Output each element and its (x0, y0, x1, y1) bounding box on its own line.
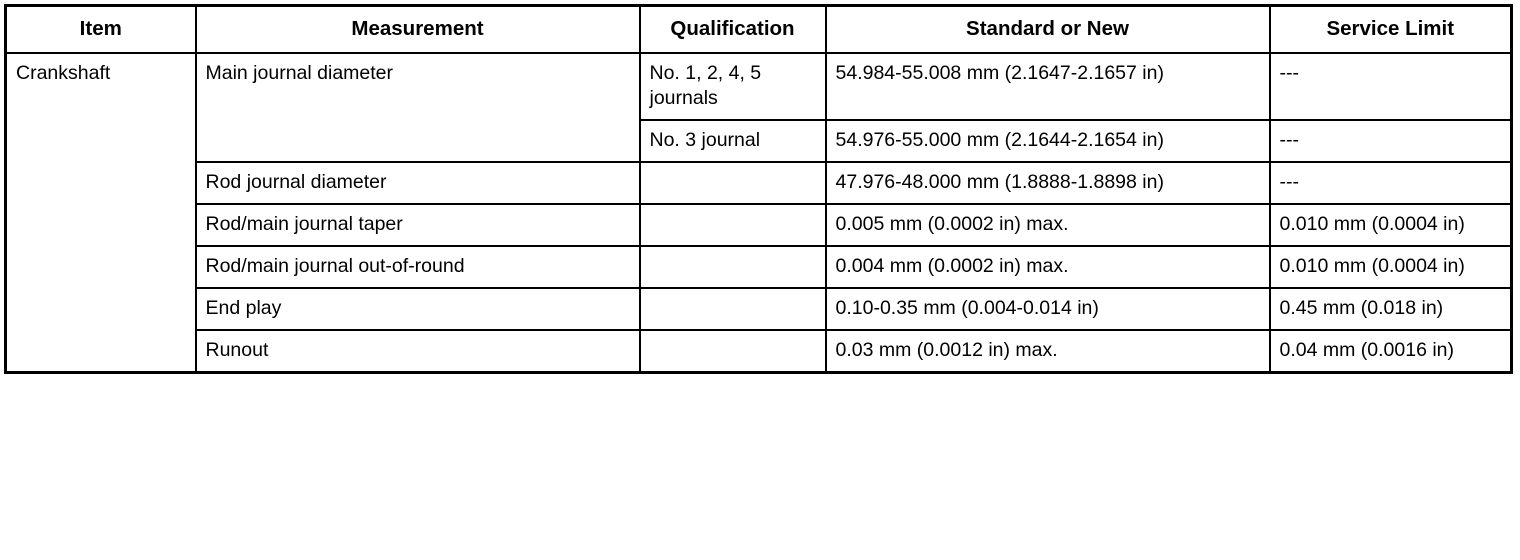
column-header-qualification: Qualification (640, 6, 826, 54)
table-row (6, 162, 1512, 204)
standard-cell: 54.984-55.008 mm (2.1647-2.1657 in) (826, 53, 1270, 120)
table-body (6, 53, 1512, 372)
service-limit-cell: 0.010 mm (0.0004 in) (1270, 204, 1512, 246)
qualification-cell: No. 1, 2, 4, 5 journals (640, 53, 826, 120)
column-header-service-limit: Service Limit (1270, 6, 1512, 54)
crankshaft-specification-table (4, 4, 1513, 374)
service-limit-cell: --- (1270, 120, 1512, 162)
standard-cell: 47.976-48.000 mm (1.8888-1.8898 in) (826, 162, 1270, 204)
table-header (6, 6, 1512, 54)
table-row (6, 53, 1512, 120)
qualification-cell: No. 3 journal (640, 120, 826, 162)
service-limit-cell: 0.04 mm (0.0016 in) (1270, 330, 1512, 372)
table-header-row (6, 6, 1512, 54)
standard-cell: 0.005 mm (0.0002 in) max. (826, 204, 1270, 246)
measurement-cell: End play (196, 288, 640, 330)
table-row (6, 330, 1512, 372)
qualification-cell (640, 162, 826, 204)
column-header-item: Item (6, 6, 196, 54)
column-header-standard-or-new: Standard or New (826, 6, 1270, 54)
table-row (6, 288, 1512, 330)
standard-cell: 0.03 mm (0.0012 in) max. (826, 330, 1270, 372)
standard-cell: 0.004 mm (0.0002 in) max. (826, 246, 1270, 288)
measurement-cell: Rod/main journal taper (196, 204, 640, 246)
service-limit-cell: 0.45 mm (0.018 in) (1270, 288, 1512, 330)
measurement-cell: Rod/main journal out-of-round (196, 246, 640, 288)
qualification-cell (640, 246, 826, 288)
measurement-cell: Runout (196, 330, 640, 372)
measurement-cell: Rod journal diameter (196, 162, 640, 204)
table-row (6, 204, 1512, 246)
standard-cell: 0.10-0.35 mm (0.004-0.014 in) (826, 288, 1270, 330)
service-limit-cell: --- (1270, 53, 1512, 120)
qualification-cell (640, 330, 826, 372)
column-header-measurement: Measurement (196, 6, 640, 54)
qualification-cell (640, 288, 826, 330)
service-limit-cell: --- (1270, 162, 1512, 204)
standard-cell: 54.976-55.000 mm (2.1644-2.1654 in) (826, 120, 1270, 162)
table-row (6, 246, 1512, 288)
qualification-cell (640, 204, 826, 246)
service-limit-cell: 0.010 mm (0.0004 in) (1270, 246, 1512, 288)
item-cell-crankshaft: Crankshaft (6, 53, 196, 372)
measurement-cell: Main journal diameter (196, 53, 640, 162)
